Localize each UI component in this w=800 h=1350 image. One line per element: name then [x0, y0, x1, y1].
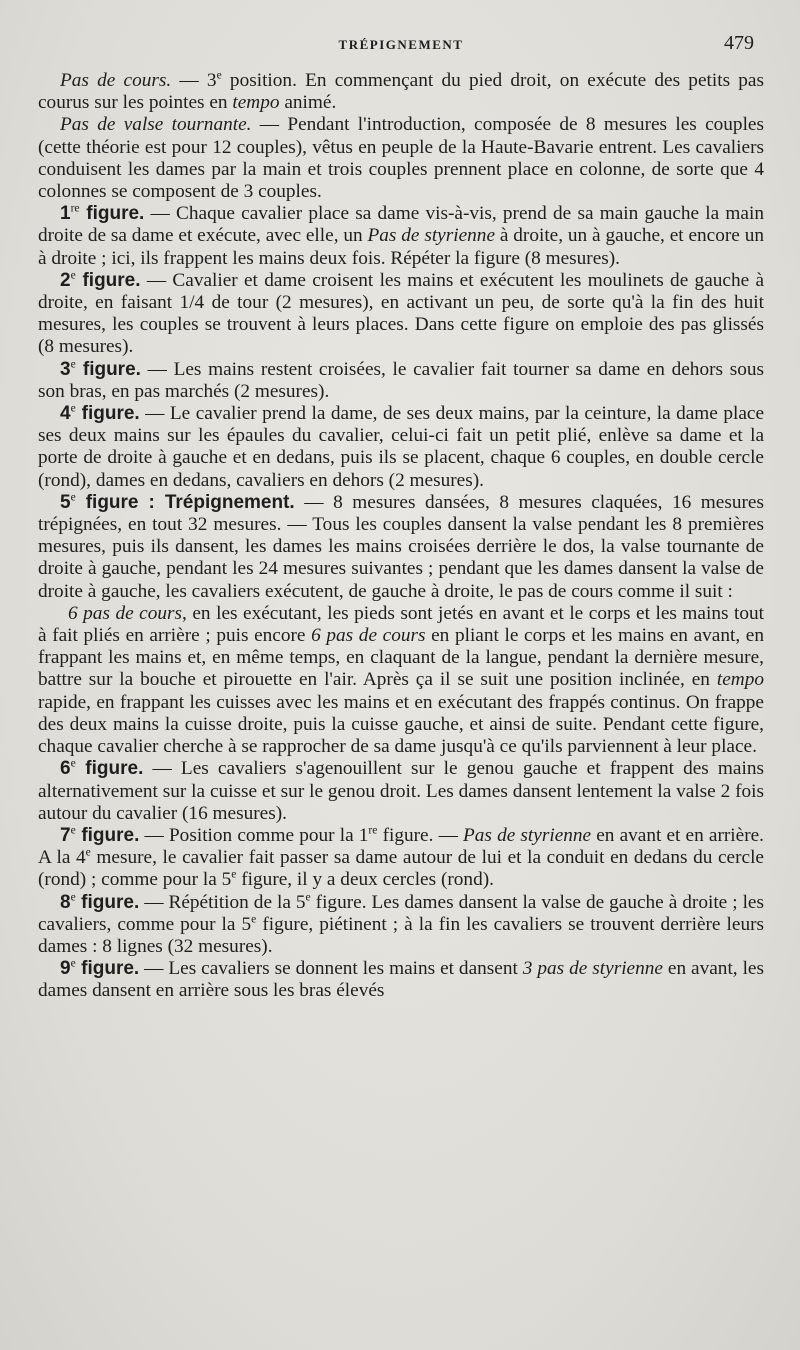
paragraph [38, 403, 764, 492]
text-run: en pliant le corps et les mains en avant, en frappant les mains et, en même temps, en claquant de la langue, pendant la dernière mesure, battre sur la bouche et pirouette en l'air. Après ça il se suit une position inclinée, en [38, 625, 764, 691]
paragraph [38, 892, 764, 959]
paragraph [38, 114, 764, 203]
italic-term: Pas de styrienne [463, 824, 592, 846]
figure-heading: 2 [60, 269, 71, 291]
text-run: à droite, un à gauche, et encore un à droite ; ici, ils frappent les mains deux fois. Répéter la figure (8 mesures). [38, 225, 764, 269]
figure-heading: figure. [75, 891, 140, 913]
text-run: en avant, les dames dansent en arrière sous les bras élevés [38, 958, 764, 1002]
paragraph [38, 758, 764, 825]
paragraph [38, 603, 764, 758]
text-run: figure, il y a deux cercles (rond). [236, 869, 494, 891]
page-header [38, 30, 764, 70]
running-title: TRÉPIGNEMENT [338, 37, 464, 52]
text-run: — Pendant l'introduction, composée de 8 mesures les couples (cette théorie est pour 12 couples), vêtus en peuple de la Haute-Bavarie entrent. Les cavaliers conduisent les dames par la main et trois couples prennent place en colonne, de sorte que 4 colonnes se composent de 3 couples. [38, 114, 764, 203]
text-run: figure, piétinent ; à la fin les cavaliers se trouvent derrière leurs dames : 8 lignes (32 mesures). [38, 913, 765, 957]
figure-heading: 7 [60, 824, 71, 846]
figure-heading: 8 [60, 891, 71, 913]
italic-term: Pas de valse tournante. [60, 114, 252, 136]
figure-heading: figure. [75, 758, 144, 780]
figure-heading: figure. [79, 203, 145, 225]
text-run: figure. Les dames dansent la valse de gauche à droite ; les cavaliers, comme pour la 5 [38, 891, 764, 935]
figure-heading: 5 [60, 491, 71, 513]
text-run: — Les cavaliers s'agenouillent sur le genou gauche et frappent des mains alternativement sur la cuisse et sur le genou droit. Les dames dansent lentement la valse 2 fois autour du cavalier (16 mesures). [38, 758, 764, 824]
text-run: figure. — [377, 824, 463, 846]
superscript: e [70, 268, 76, 282]
figure-heading: 3 [60, 358, 71, 380]
text-run: position. En commençant du pied droit, on exécute des petits pas courus sur les pointes en [38, 70, 764, 114]
text-run: — 8 mesures dansées, 8 mesures claquées, 16 mesures trépignées, en tout 32 mesures. — Tous les couples dansent la valse pendant les 8 premières mesures, puis ils dansent, les dames les mains croisées derrière le dos, la valse tournante de droite à gauche, pendant les 24 mesures suivantes ; pendant que les dames dansent la valse de droite à gauche, les cavaliers exécutent, de gauche à droite, le pas de cours comme il suit : [38, 491, 764, 602]
text-run: mesure, le cavalier fait passer sa dame autour de lui et la conduit en dedans du cercle (rond) ; comme pour la 5 [38, 847, 764, 891]
italic-term: tempo [716, 669, 764, 691]
superscript: e [70, 490, 76, 504]
superscript: e [70, 890, 76, 904]
superscript: e [305, 890, 311, 904]
italic-term: tempo [232, 92, 280, 114]
superscript: e [70, 357, 76, 371]
text-run: — Position comme pour la 1 [139, 824, 369, 846]
paragraph [38, 203, 764, 270]
text-run: — Répétition de la 5 [139, 891, 306, 913]
superscript: e [216, 68, 222, 82]
paragraph [38, 359, 764, 403]
italic-term: 6 pas de cours [311, 625, 426, 647]
superscript: e [231, 867, 237, 881]
text-run: — Cavalier et dame croisent les mains et exécutent les moulinets de gauche à droite, en faisant 1/4 de tour (2 mesures), en activant un peu, de sorte qu'à la fin des huit mesures, les couples se trouvent à leurs places. Dans cette figure on emploie des pas glissés (8 mesures). [38, 269, 764, 358]
figure-heading: 4 [60, 403, 71, 425]
text-run: — 3 [171, 70, 217, 91]
figure-heading: figure. [75, 403, 140, 425]
figure-heading: 6 [60, 758, 71, 780]
text-run: — Le cavalier prend la dame, de ses deux mains, par la ceinture, la dame place ses deux mains sur les épaules du cavalier, celui-ci fait un petit plié, enlève sa dame et la porte de droite à gauche et en dedans, puis ils se placent, chaque 6 couples, en double cercle (rond), dames en dedans, cavaliers en dehors (2 mesures). [38, 403, 764, 491]
text-run: animé. [279, 92, 337, 114]
italic-term: Pas de styrienne [367, 225, 495, 247]
superscript: e [70, 401, 76, 415]
italic-term: 6 pas de cours [68, 602, 183, 624]
paragraph [38, 270, 764, 359]
paragraph [38, 958, 764, 1002]
superscript: e [70, 956, 76, 970]
italic-term: 3 pas de styrienne [522, 958, 663, 980]
paragraph [38, 825, 764, 892]
paragraph [38, 70, 764, 114]
text-run: , en les exécutant, les pieds sont jetés en avant et le corps et les mains tout à fait pliés en arrière ; puis encore [38, 602, 764, 647]
figure-heading: figure. [75, 958, 140, 980]
superscript: re [70, 201, 80, 215]
figure-heading: figure : Trépignement. [75, 491, 295, 513]
superscript: e [85, 845, 91, 859]
superscript: e [251, 912, 257, 926]
text-run: — Les mains restent croisées, le cavalier fait tourner sa dame en dehors sous son bras, en pas marchés (2 mesures). [38, 358, 764, 402]
paragraph [38, 492, 764, 603]
text-run: — Les cavaliers se donnent les mains et dansent [139, 958, 523, 980]
figure-heading: 1 [60, 203, 71, 225]
text-run: en avant et en arrière. A la 4 [38, 824, 765, 869]
text-run: rapide, en frappant les cuisses avec les mains et en exécutant des frappés continus. On frappe des deux mains la cuisse droite, puis la cuisse gauche, et ainsi de suite. Pendant cette figure, chaque cavalier cherche à se rapprocher de sa dame jusqu'à ce qu'ils parviennent à leur place. [38, 691, 764, 758]
superscript: re [368, 823, 378, 837]
figure-heading: 9 [60, 958, 71, 980]
page-number: 479 [724, 32, 754, 54]
italic-term: Pas de cours. [60, 70, 172, 91]
text-run: — Chaque cavalier place sa dame vis-à-vis, prend de sa main gauche la main droite de sa dame et exécute, avec elle, un [38, 203, 764, 247]
body-text [38, 70, 764, 1003]
figure-heading: figure. [75, 269, 141, 291]
superscript: e [70, 756, 76, 770]
figure-heading: figure. [75, 824, 140, 846]
superscript: e [70, 823, 76, 837]
figure-heading: figure. [75, 358, 141, 380]
